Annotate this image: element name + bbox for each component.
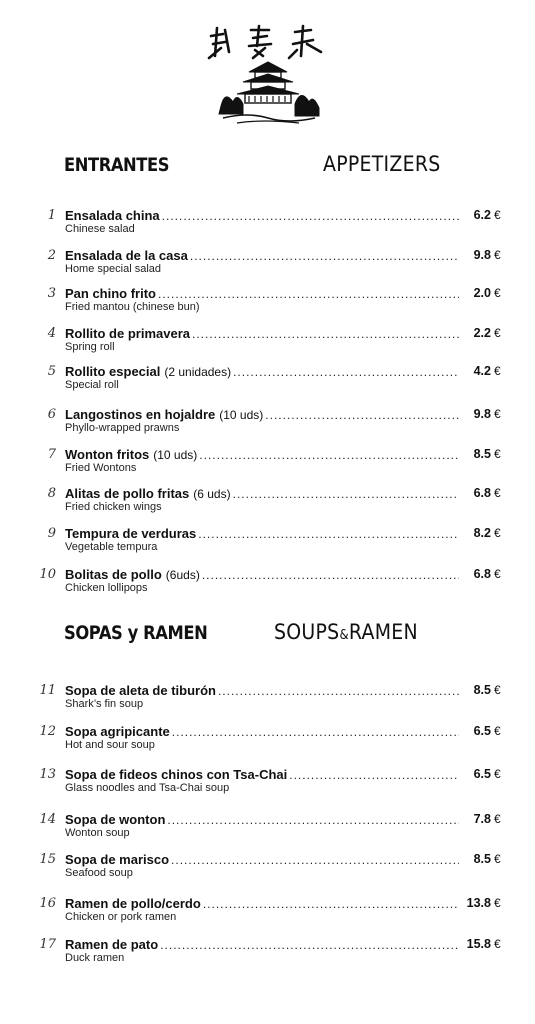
item-name: Bolitas de pollo	[65, 567, 162, 582]
dot-leader	[160, 938, 459, 952]
currency-symbol: €	[494, 812, 501, 826]
currency-symbol: €	[494, 852, 501, 866]
item-name: Sopa de aleta de tiburón	[65, 683, 216, 698]
item-price: 8.2	[473, 526, 491, 540]
menu-item	[0, 724, 535, 758]
item-number: 10	[39, 567, 56, 582]
appetizers-title-es: ENTRANTES	[64, 154, 170, 176]
menu-item	[0, 208, 535, 242]
item-line	[65, 767, 459, 782]
item-line	[65, 567, 459, 582]
item-line	[65, 812, 459, 827]
item-english-name: Wonton soup	[65, 827, 130, 839]
item-english-name: Duck ramen	[65, 952, 125, 964]
item-line	[65, 724, 459, 739]
item-number: 1	[47, 208, 56, 223]
item-price: 15.8	[466, 937, 491, 951]
menu-item	[0, 896, 535, 930]
menu-item	[0, 767, 535, 801]
item-english-name: Home special salad	[65, 263, 161, 275]
menu-item	[0, 447, 535, 481]
dot-leader	[162, 209, 459, 223]
appetizers-section-header	[0, 150, 535, 186]
item-line	[65, 248, 459, 263]
item-name: Tempura de verduras	[65, 526, 197, 541]
dot-leader	[202, 568, 459, 582]
currency-symbol: €	[494, 567, 501, 581]
item-price: 7.8	[473, 812, 491, 826]
currency-symbol: €	[494, 896, 501, 910]
item-price: 6.5	[473, 767, 491, 781]
currency-symbol: €	[494, 447, 501, 461]
item-note: (10 uds)	[153, 448, 198, 462]
dot-leader	[199, 448, 459, 462]
item-english-name: Chicken lollipops	[65, 582, 148, 594]
item-name: Ensalada de la casa	[65, 248, 188, 263]
restaurant-logo	[0, 22, 535, 134]
item-price: 8.5	[473, 447, 491, 461]
item-name: Sopa de marisco	[65, 852, 170, 867]
item-line	[65, 286, 459, 301]
item-price: 8.5	[473, 683, 491, 697]
menu-item	[0, 937, 535, 971]
appetizers-title-en: APPETIZERS	[323, 152, 441, 176]
dot-leader	[167, 813, 459, 827]
item-name: Pan chino frito	[65, 286, 156, 301]
currency-symbol: €	[494, 486, 501, 500]
currency-symbol: €	[494, 286, 501, 300]
menu-item	[0, 407, 535, 441]
item-english-name: Seafood soup	[65, 867, 133, 879]
item-name: Sopa de wonton	[65, 812, 166, 827]
menu-item	[0, 812, 535, 846]
currency-symbol: €	[494, 364, 501, 378]
currency-symbol: €	[494, 683, 501, 697]
item-line	[65, 683, 459, 698]
item-name: Langostinos en hojaldre	[65, 407, 216, 422]
dot-leader	[198, 527, 459, 541]
item-name: Rollito especial	[65, 364, 161, 379]
currency-symbol: €	[494, 937, 501, 951]
item-english-name: Fried Wontons	[65, 462, 137, 474]
item-line	[65, 326, 459, 341]
item-price: 13.8	[466, 896, 491, 910]
dot-leader	[289, 768, 459, 782]
item-number: 15	[39, 852, 56, 867]
item-english-name: Shark’s fin soup	[65, 698, 144, 710]
item-english-name: Vegetable tempura	[65, 541, 158, 553]
currency-symbol: €	[494, 526, 501, 540]
item-note: (10 uds)	[219, 408, 264, 422]
soups-title-en-part-a: SOUPS	[274, 620, 340, 644]
item-name: Ensalada china	[65, 208, 160, 223]
item-price: 4.2	[473, 364, 491, 378]
item-number: 14	[39, 812, 56, 827]
menu-item	[0, 683, 535, 717]
item-number: 5	[47, 364, 56, 379]
dot-leader	[158, 287, 459, 301]
item-number: 8	[47, 486, 56, 501]
soups-title-en-ampersand: &	[339, 628, 349, 643]
item-price: 2.2	[473, 326, 491, 340]
item-name: Rollito de primavera	[65, 326, 190, 341]
item-english-name: Special roll	[65, 379, 119, 391]
menu-item	[0, 326, 535, 360]
item-line	[65, 364, 459, 379]
item-price: 6.8	[473, 486, 491, 500]
item-number: 12	[39, 724, 56, 739]
menu-item	[0, 852, 535, 886]
item-price: 2.0	[473, 286, 491, 300]
item-number: 4	[47, 326, 56, 341]
item-name: Ramen de pollo/cerdo	[65, 896, 201, 911]
soups-section-header	[0, 618, 535, 654]
menu-item	[0, 248, 535, 282]
item-name: Sopa agripicante	[65, 724, 170, 739]
item-number: 7	[47, 447, 56, 462]
item-line	[65, 896, 459, 911]
currency-symbol: €	[494, 407, 501, 421]
item-english-name: Fried chicken wings	[65, 501, 162, 513]
soups-title-es: SOPAS y RAMEN	[64, 622, 208, 644]
dot-leader	[265, 408, 459, 422]
item-name: Ramen de pato	[65, 937, 159, 952]
item-name: Sopa de fideos chinos con Tsa-Chai	[65, 767, 288, 782]
currency-symbol: €	[494, 326, 501, 340]
item-price: 8.5	[473, 852, 491, 866]
item-price: 9.8	[473, 407, 491, 421]
dot-leader	[171, 853, 459, 867]
menu-item	[0, 486, 535, 520]
item-price: 9.8	[473, 248, 491, 262]
item-english-name: Chicken or pork ramen	[65, 911, 177, 923]
item-price: 6.2	[473, 208, 491, 222]
soups-title-en	[274, 620, 418, 644]
item-number: 11	[39, 683, 56, 698]
item-english-name: Chinese salad	[65, 223, 135, 235]
menu-item	[0, 364, 535, 398]
item-price: 6.8	[473, 567, 491, 581]
item-number: 2	[47, 248, 56, 263]
item-number: 16	[39, 896, 56, 911]
dot-leader	[218, 684, 459, 698]
dot-leader	[192, 327, 459, 341]
menu-item	[0, 286, 535, 320]
dot-leader	[233, 487, 459, 501]
item-line	[65, 208, 459, 223]
currency-symbol: €	[494, 248, 501, 262]
item-note: (6uds)	[165, 568, 200, 582]
item-note: (2 unidades)	[164, 365, 232, 379]
item-english-name: Spring roll	[65, 341, 115, 353]
currency-symbol: €	[494, 724, 501, 738]
item-line	[65, 447, 459, 462]
item-number: 9	[47, 526, 56, 541]
dot-leader	[203, 897, 459, 911]
item-name: Wonton fritos	[65, 447, 150, 462]
dot-leader	[233, 365, 459, 379]
item-name: Alitas de pollo fritas	[65, 486, 190, 501]
item-english-name: Hot and sour soup	[65, 739, 155, 751]
item-price: 6.5	[473, 724, 491, 738]
item-number: 13	[39, 767, 56, 782]
menu-item	[0, 526, 535, 560]
item-note: (6 uds)	[193, 487, 231, 501]
item-english-name: Glass noodles and Tsa-Chai soup	[65, 782, 230, 794]
item-english-name: Phyllo-wrapped prawns	[65, 422, 180, 434]
menu-item	[0, 567, 535, 601]
dot-leader	[190, 249, 459, 263]
currency-symbol: €	[494, 208, 501, 222]
item-line	[65, 486, 459, 501]
item-number: 17	[39, 937, 56, 952]
item-number: 6	[47, 407, 56, 422]
currency-symbol: €	[494, 767, 501, 781]
item-english-name: Fried mantou (chinese bun)	[65, 301, 200, 313]
soups-title-en-part-b: RAMEN	[348, 620, 418, 644]
item-line	[65, 526, 459, 541]
item-line	[65, 852, 459, 867]
item-number: 3	[47, 286, 56, 301]
pagoda-logo-icon	[203, 22, 333, 128]
item-line	[65, 937, 459, 952]
item-line	[65, 407, 459, 422]
dot-leader	[172, 725, 459, 739]
